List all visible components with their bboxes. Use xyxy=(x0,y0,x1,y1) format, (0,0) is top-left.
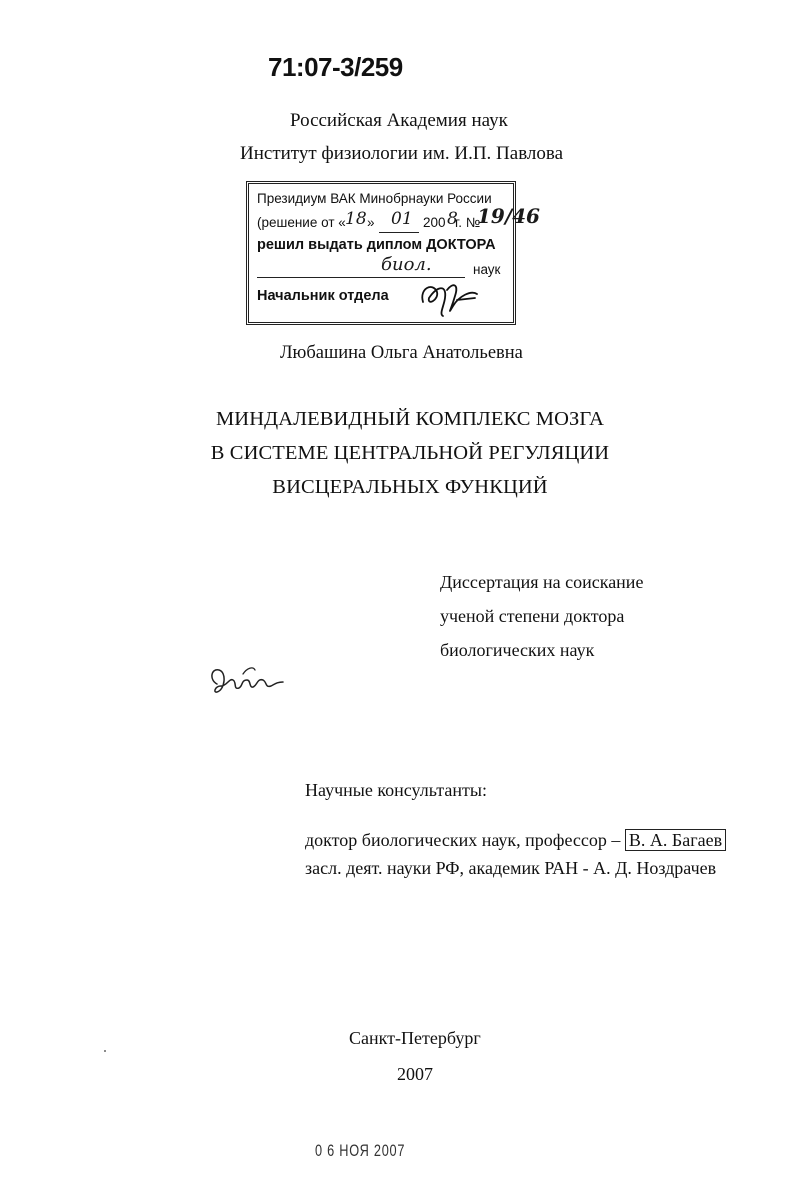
received-date-stamp: 0 6 НОЯ 2007 xyxy=(315,1141,406,1160)
catalog-number: 71:07-3/259 xyxy=(268,52,403,82)
stamp-decision-text: решил выдать диплом ДОКТОРА xyxy=(257,237,496,253)
dissertation-line-1: Диссертация на соискание xyxy=(440,572,644,592)
stamp-decision-month: 01 xyxy=(391,209,413,229)
dissertation-line-3: биологических наук xyxy=(440,640,595,660)
year: 2007 xyxy=(397,1064,433,1084)
dissertation-line-2: ученой степени доктора xyxy=(440,606,625,626)
consultant-1-name: В. А. Багаев xyxy=(625,829,726,851)
stamp-decision-year-prefix: 200 xyxy=(423,215,446,230)
stamp-decision-number: 19/46 xyxy=(477,204,540,228)
stamp-science-field: биол. xyxy=(381,254,432,275)
stamp-head-label: Начальник отдела xyxy=(257,288,389,304)
stamp-decision-year-digit: 8 xyxy=(447,209,458,229)
title-line-3: ВИСЦЕРАЛЬНЫХ ФУНКЦИЙ xyxy=(272,476,548,498)
scan-speck xyxy=(104,1050,106,1052)
city: Санкт-Петербург xyxy=(349,1028,481,1048)
stamp-line-presidium: Президиум ВАК Минобрнауки России xyxy=(257,191,492,206)
stamp-science-suffix: наук xyxy=(473,262,501,277)
stamp-decision-mid: » xyxy=(367,215,375,230)
consultant-1-title: доктор биологических наук, профессор – xyxy=(305,830,621,850)
organization-name: Российская Академия наук xyxy=(290,110,508,131)
stamp-decision-number-label: г. № xyxy=(455,215,481,230)
stamp-decision-day: 18 xyxy=(345,209,367,229)
title-line-2: В СИСТЕМЕ ЦЕНТРАЛЬНОЙ РЕГУЛЯЦИИ xyxy=(210,442,610,464)
stamp-signature xyxy=(417,276,487,320)
consultants-heading: Научные консультанты: xyxy=(305,780,487,800)
handwritten-signature xyxy=(205,660,287,702)
institute-name: Институт физиологии им. И.П. Павлова xyxy=(240,143,564,164)
consultant-1 xyxy=(305,830,726,851)
title-line-1: МИНДАЛЕВИДНЫЙ КОМПЛЕКС МОЗГА xyxy=(215,408,605,430)
consultant-2: засл. деят. науки РФ, академик РАН - А. Д. Ноздрачев xyxy=(305,858,717,878)
author-name: Любашина Ольга Анатольевна xyxy=(280,343,523,363)
vak-approval-stamp xyxy=(246,181,540,325)
stamp-decision-prefix: (решение от « xyxy=(257,215,346,230)
